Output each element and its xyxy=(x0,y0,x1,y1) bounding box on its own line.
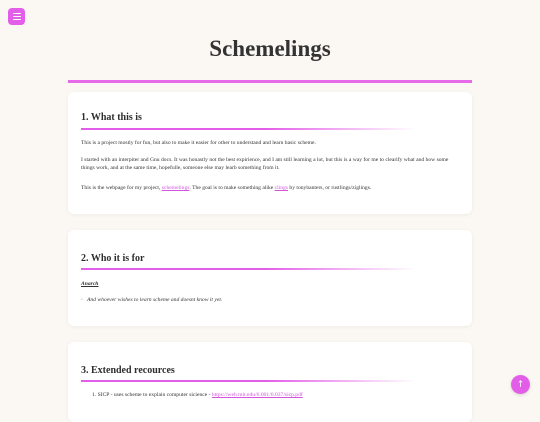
section-heading: 3. Extended recources xyxy=(81,365,175,376)
clings-link[interactable]: clings xyxy=(274,185,288,191)
paragraph: This is the webpage for my project, schemelings. The goal is to make something alike clings by tonybanters, or rustlings/ziglings. xyxy=(81,185,372,191)
section-heading: 2. Who it is for xyxy=(81,253,145,264)
page-title: Schemelings xyxy=(209,36,331,61)
list-item: 1. SICP - uses scheme to explain computer sicience - https://web.mit.edu/6.001/6.037/sicp.pdf xyxy=(92,392,303,398)
list-item: • And whoever wishes to learn scheme and doesnt know it yet. xyxy=(81,297,223,303)
section-extended-resources xyxy=(68,342,472,422)
schemelings-link[interactable]: schemelings xyxy=(161,185,190,191)
paragraph: I started with an interpiter and Gnu docs. It was honastly not the best expirience, and I am still learning a lot, but this is a way for me to clearify what and how some things work, and at the same time, hopefulle, someone else may learb something from it. xyxy=(81,157,449,171)
section-divider xyxy=(81,380,416,382)
scroll-to-top-button[interactable] xyxy=(511,375,530,394)
section-who-it-is-for xyxy=(68,230,472,326)
bullet-icon: • xyxy=(81,297,83,303)
paragraph: This is a project mostly for fun, but also to make it easier for other to understand and learn basic scheme. xyxy=(81,140,316,146)
section-divider xyxy=(81,128,416,130)
section-what-this-is xyxy=(68,92,472,214)
sicp-pdf-link[interactable]: https://web.mit.edu/6.001/6.037/sicp.pdf xyxy=(211,392,303,398)
arrow-up-icon: ↑ xyxy=(516,379,525,390)
section-divider xyxy=(81,268,416,270)
section-heading: 1. What this is xyxy=(81,112,142,123)
title-divider xyxy=(68,80,472,83)
menu-button[interactable] xyxy=(8,8,25,25)
hamburger-menu-icon xyxy=(13,13,21,14)
subheading: Anarch xyxy=(81,281,99,287)
